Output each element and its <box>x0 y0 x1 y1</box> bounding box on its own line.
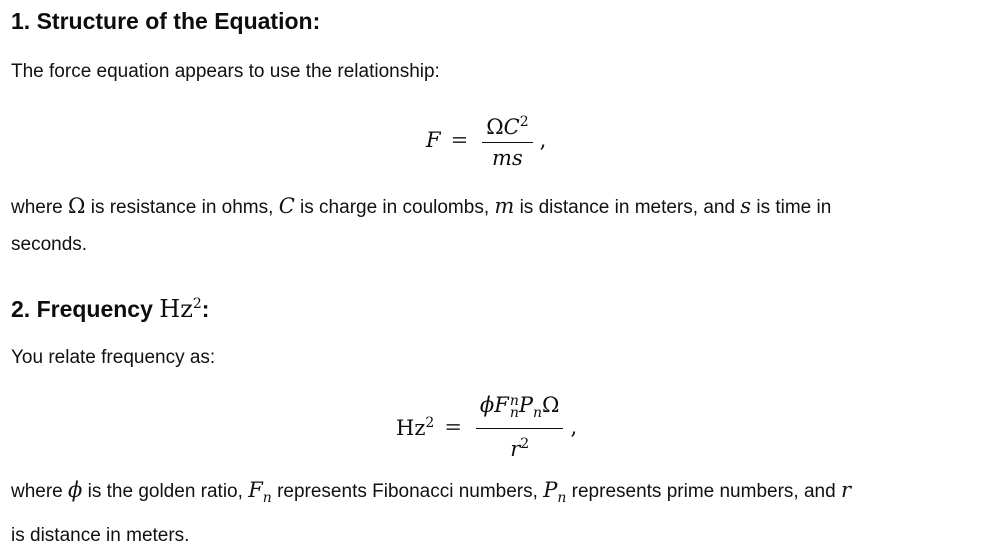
exponent: 2 <box>520 436 530 453</box>
heading-text: 1. Structure of the Equation: <box>11 8 321 34</box>
explanation-paragraph-frequency <box>11 472 951 554</box>
intro-text: You relate frequency as: <box>11 347 216 368</box>
subscript: n <box>557 489 567 506</box>
frequency-equation <box>396 393 577 461</box>
explanation-text: represents Fibonacci numbers, <box>271 481 544 502</box>
superscript: n <box>509 392 519 409</box>
charge-symbol: C <box>278 194 295 218</box>
omega-symbol: Ω <box>68 194 86 218</box>
force-equation <box>426 110 546 170</box>
sub-superscript <box>509 392 519 421</box>
fibonacci-symbol: F <box>494 393 509 417</box>
fraction-numerator <box>476 393 564 428</box>
omega-symbol: Ω <box>486 115 504 139</box>
explanation-text: where <box>11 481 69 502</box>
subscript: n <box>262 489 272 506</box>
prime-symbol: P <box>543 478 558 502</box>
hz-symbol: Hz <box>159 295 193 323</box>
explanation-text: is resistance in ohms, <box>85 197 279 218</box>
explanation-text: seconds. <box>11 234 88 255</box>
intro-paragraph-force <box>11 53 951 90</box>
explanation-text: is time in <box>751 197 832 218</box>
subscript: n <box>533 405 543 422</box>
phi-symbol: ϕ <box>479 393 495 417</box>
equation-lhs <box>396 415 434 440</box>
explanation-text: is the golden ratio, <box>82 481 249 502</box>
fraction-numerator <box>482 110 532 142</box>
explanation-paragraph-force <box>11 188 951 263</box>
intro-text: The force equation appears to use the relationship: <box>11 61 440 82</box>
distance-variable: r <box>510 437 521 462</box>
time-symbol: s <box>740 194 752 218</box>
fraction-denominator <box>506 429 533 461</box>
explanation-text: is distance in meters, and <box>514 197 741 218</box>
hz-symbol: Hz <box>396 415 426 440</box>
section-heading-frequency <box>11 289 209 324</box>
fraction <box>482 110 532 170</box>
exponent: 2 <box>192 296 202 312</box>
section-heading-structure <box>11 6 320 36</box>
equation-comma: , <box>539 128 547 152</box>
exponent: 2 <box>519 114 529 130</box>
equation-comma: , <box>570 415 578 440</box>
explanation-text: where <box>11 197 69 218</box>
equals-sign: = <box>450 128 469 152</box>
fraction-denominator: ms <box>492 146 523 170</box>
fraction <box>476 393 564 461</box>
explanation-text: represents prime numbers, and <box>566 481 841 502</box>
prime-symbol: P <box>518 393 533 417</box>
charge-variable: C <box>503 115 520 139</box>
heading-text: 2. Frequency <box>11 296 160 322</box>
explanation-text: is distance in meters. <box>11 524 190 546</box>
exponent: 2 <box>425 414 435 431</box>
phi-symbol: ϕ <box>68 478 83 502</box>
equals-sign: = <box>444 415 462 440</box>
fibonacci-symbol: F <box>248 478 263 502</box>
intro-paragraph-frequency <box>11 339 951 376</box>
distance-symbol: m <box>494 194 515 218</box>
distance-symbol: r <box>840 478 851 502</box>
subscript: n <box>509 404 519 421</box>
heading-math <box>159 295 202 323</box>
equation-lhs: F <box>426 128 441 152</box>
explanation-text: is charge in coulombs, <box>294 197 495 218</box>
heading-colon: : <box>201 296 210 322</box>
omega-symbol: Ω <box>542 393 560 417</box>
